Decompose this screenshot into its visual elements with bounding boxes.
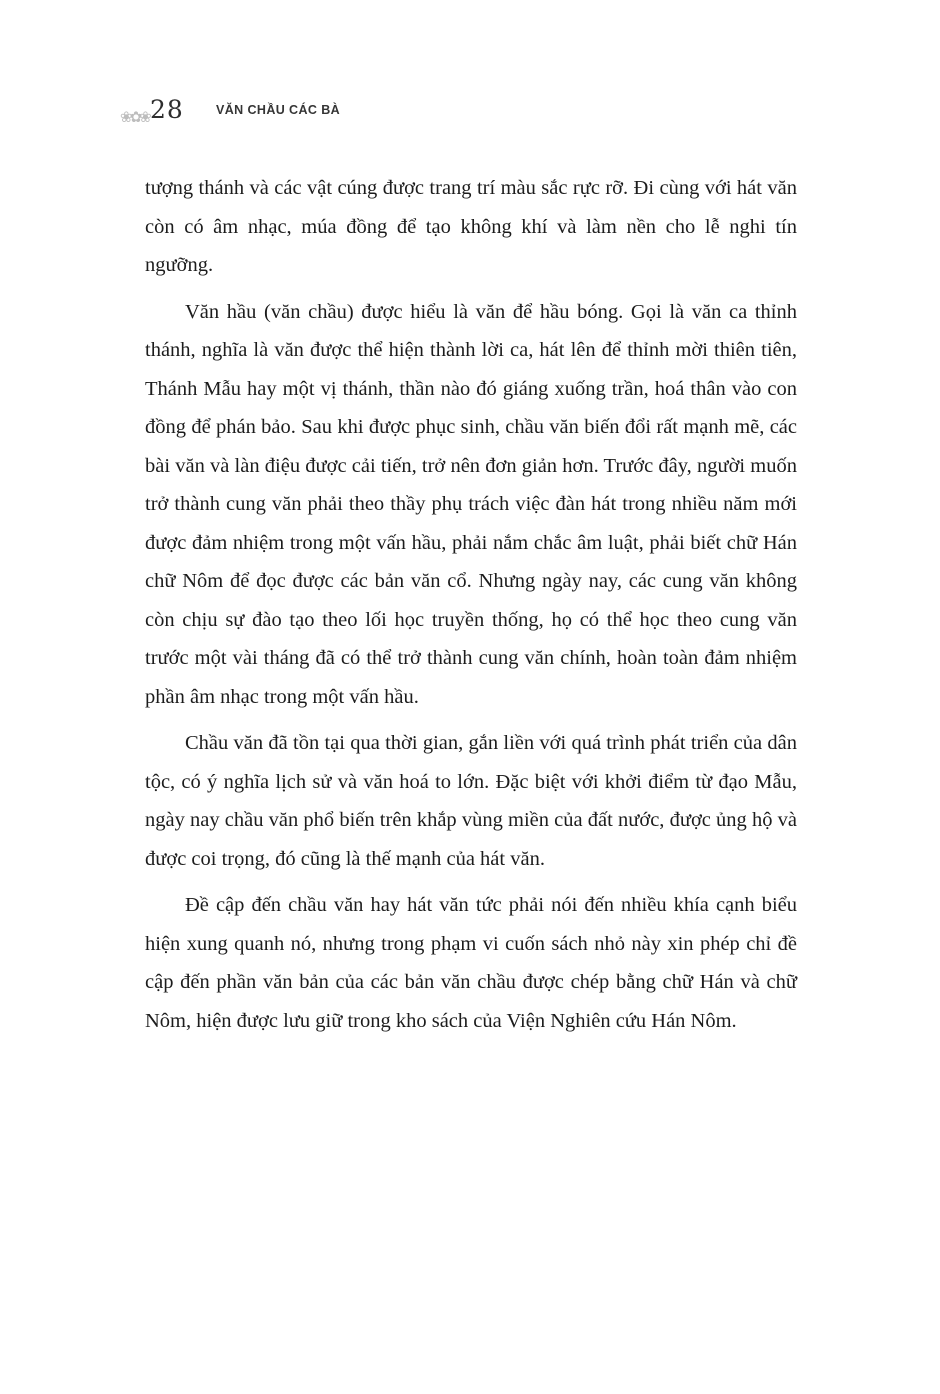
paragraph: Văn hầu (văn chầu) được hiểu là văn để hầu bóng. Gọi là văn ca thỉnh thánh, nghĩa là văn được thể hiện thành lời ca, hát lên để thỉnh mời thiên tiên, Thánh Mẫu hay một vị thánh, thần nào đó giáng xuống trần, hoá thân vào con đồng để phán bảo. Sau khi được phục sinh, chầu văn biến đổi rất mạnh mẽ, các bài văn và làn điệu được cải tiến, trở nên đơn giản hơn. Trước đây, người muốn trở thành cung văn phải theo thầy phụ trách việc đàn hát trong nhiều năm mới được đảm nhiệm trong một vấn hầu, phải nắm chắc âm luật, phải biết chữ Hán chữ Nôm để đọc được các bản văn cổ. Nhưng ngày nay, các cung văn không còn chịu sự đào tạo theo lối học truyền thống, họ có thể học theo cung văn trước một vài tháng đã có thể trở thành cung văn chính, hoàn toàn đảm nhiệm phần âm nhạc trong một vấn hầu.: [145, 300, 797, 708]
paragraph: Đề cập đến chầu văn hay hát văn tức phải nói đến nhiều khía cạnh biểu hiện xung quanh nó, nhưng trong phạm vi cuốn sách nhỏ này xin phép chỉ đề cập đến phần văn bản của các bản văn chầu được chép bằng chữ Hán và chữ Nôm, hiện được lưu giữ trong kho sách của Viện Nghiên cứu Hán Nôm.: [145, 894, 797, 1032]
page-number: 28: [150, 95, 184, 124]
floral-flourish-icon: ❀✿❀: [120, 108, 149, 126]
paragraph: tượng thánh và các vật cúng được trang trí màu sắc rực rỡ. Đi cùng với hát văn còn có âm nhạc, múa đồng để tạo không khí và làm nền cho lễ nghi tín ngưỡng.: [145, 177, 797, 276]
running-title: VĂN CHẦU CÁC BÀ: [216, 103, 341, 117]
body-paragraphs: [145, 169, 797, 1048]
paragraph: Chầu văn đã tồn tại qua thời gian, gắn liền với quá trình phát triển của dân tộc, có ý nghĩa lịch sử và văn hoá to lớn. Đặc biệt với khởi điểm từ đạo Mẫu, ngày nay chầu văn phổ biến trên khắp vùng miền của đất nước, được ủng hộ và được coi trọng, đó cũng là thế mạnh của hát văn.: [145, 732, 797, 870]
